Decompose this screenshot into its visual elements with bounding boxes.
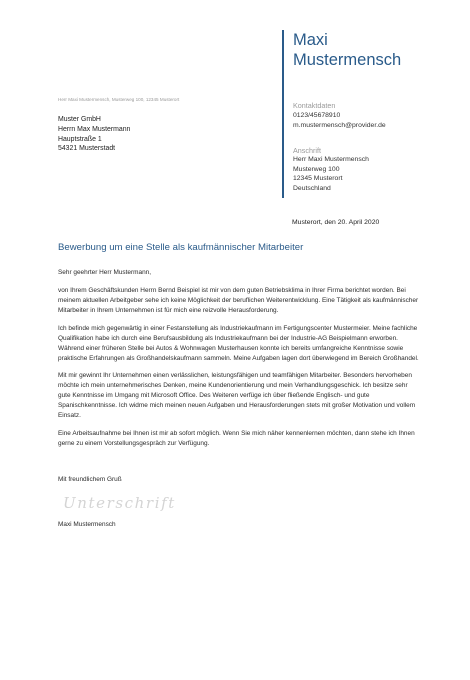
body-paragraph: Ich befinde mich gegenwärtig in einer Festanstellung als Industriekaufmann im Fertigungscenter Mustermeier. Meine fachliche Qualifikation habe ich durch eine Berufsausbildung als Industriekaufmann bei der Industrie-AG Beispielmann erworben. Während einer früheren Stelle bei Autos & Wohnwagen Musterhausen konnte ich bereits umfangreiche Kenntnisse sowie praktische Erfahrungen als Großhandelskaufmann sammeln. Meine Aufgaben lagen dort überwiegend im Bereich Großhandel. <box>58 324 419 362</box>
body-paragraph: Eine Arbeitsaufnahme bei Ihnen ist mir ab sofort möglich. Wenn Sie mich näher kennenlernen möchten, dann stehe ich Ihnen gerne zu einem Vorstellungsgespräch zur Verfügung. <box>58 429 415 447</box>
letter-date: Musterort, den 20. April 2020 <box>292 219 380 226</box>
recipient-line: 54321 Musterstadt <box>58 145 116 153</box>
address-line: 12345 Musterort <box>293 175 343 183</box>
applicant-last-name: Mustermensch <box>293 51 402 69</box>
salutation: Sehr geehrter Herr Mustermann, <box>58 269 152 276</box>
signer-name: Maxi Mustermensch <box>58 521 116 528</box>
recipient-line: Herrn Max Mustermann <box>58 125 131 133</box>
closing-phrase: Mit freundlichem Gruß <box>58 476 122 483</box>
body-paragraph: Mit mir gewinnt Ihr Unternehmen einen verlässlichen, leistungsfähigen und teamfähigen Mitarbeiter. Besonders hervorheben möchte ich mein unternehmerisches Denken, meine Kundenorientierung und mein Verhandlungsgeschick. Ich besitze sehr gute Kenntnisse im Umgang mit Microsoft Office. Des Weiteren verfüge ich über fließende Englisch- und gute Spanischkenntnisse. Ich widme mich meinen neuen Aufgaben und Herausforderungen stets mit großer Motivation und vollem Einsatz. <box>58 372 416 419</box>
address-label: Anschrift <box>293 146 321 155</box>
recipient-address <box>58 115 130 154</box>
letter-subject: Bewerbung um eine Stelle als kaufmännischer Mitarbeiter <box>58 242 304 253</box>
applicant-name <box>293 30 401 70</box>
recipient-line: Muster GmbH <box>58 116 101 123</box>
signature-placeholder: Unterschrift <box>63 494 176 512</box>
recipient-line: Hauptstraße 1 <box>58 135 102 143</box>
address-line: Musterweg 100 <box>293 165 340 173</box>
sender-return-line: Herr Maxi Mustermensch, Musterweg 100, 12345 Musterort <box>58 97 180 102</box>
body-paragraph: von Ihrem Geschäftskunden Herrn Bernd Beispiel ist mir von dem guten Betriebsklima in Ihrer Firma berichtet worden. Bei meinem aktuellen Arbeitgeber sehe ich keine Möglichkeit der beruflichen Weiterentwicklung. Eine Tätigkeit als kaufmännischer Mitarbeiter in Ihrem Unternehmen ist für mich eine reizvolle Herausforderung. <box>58 287 419 315</box>
applicant-address <box>293 155 369 193</box>
address-line: Herr Maxi Mustermensch <box>293 156 369 163</box>
contact-details <box>293 111 386 130</box>
applicant-first-name: Maxi <box>293 31 328 49</box>
contact-label: Kontaktdaten <box>293 101 336 110</box>
address-line: Deutschland <box>293 184 331 192</box>
contact-email: m.mustermensch@provider.de <box>293 121 386 129</box>
contact-phone: 0123/45678910 <box>293 112 341 119</box>
header-accent-bar <box>282 30 284 198</box>
letter-body <box>58 268 420 456</box>
